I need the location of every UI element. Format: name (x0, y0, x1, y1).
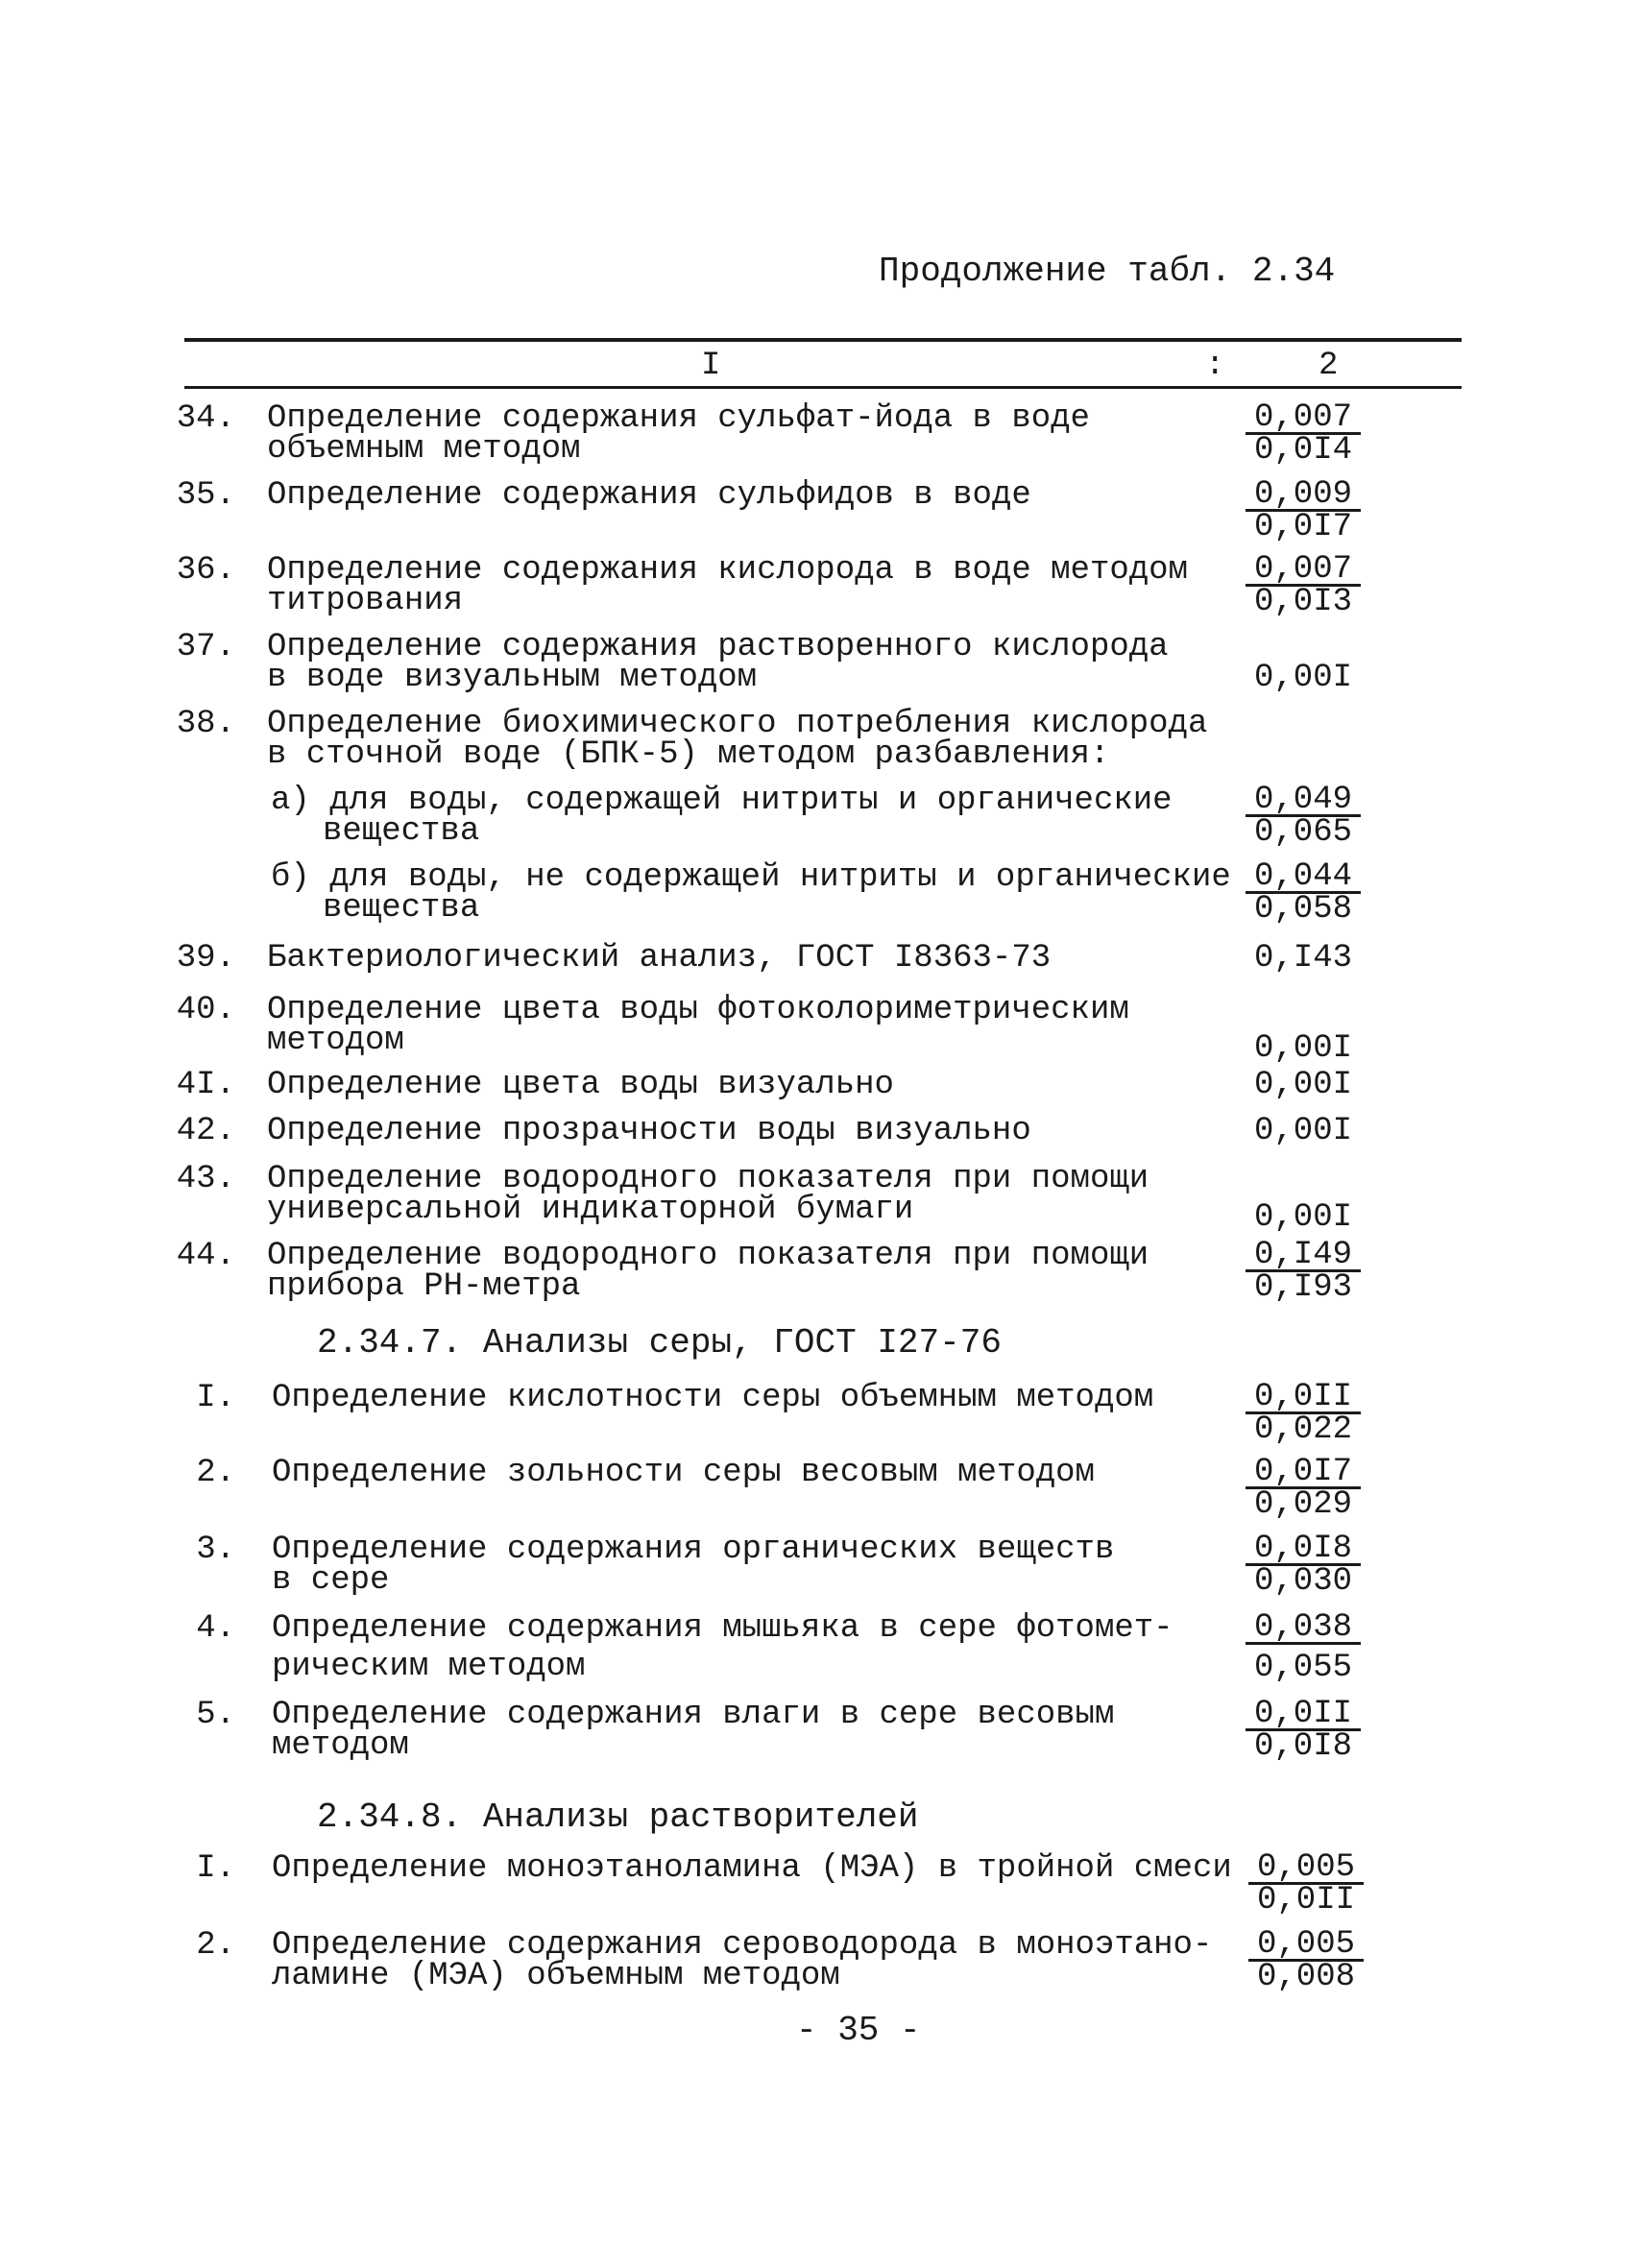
row-number: 3. (196, 1532, 235, 1568)
row-number: 42. (176, 1113, 235, 1149)
row-number: 4. (196, 1610, 235, 1647)
row-description: Определение содержания сероводорода в моноэтано- ламине (МЭА) объемным методом (272, 1927, 1213, 1994)
row-number: 35. (176, 477, 235, 514)
row-description: Определение зольности серы весовым методом (272, 1455, 1095, 1491)
table-continuation-label: Продолжение табл. 2.34 (879, 252, 1336, 291)
row-value-fraction: 0,005 0,0II (1248, 1853, 1364, 1916)
row-value-fraction: 0,005 0,008 (1248, 1930, 1364, 1992)
row-value: 0,00I (1253, 1199, 1353, 1236)
row-value-fraction: 0,0I8 0,030 (1246, 1534, 1361, 1597)
row-number: I. (196, 1380, 235, 1416)
row-value-fraction: 0,0I7 0,029 (1246, 1458, 1361, 1520)
row-number: 2. (196, 1927, 235, 1964)
row-number: 37. (176, 629, 235, 665)
row-description: Определение водородного показателя при помощи универсальной индикаторной бумаги (267, 1161, 1149, 1228)
row-description: Определение содержания органических веществ в сере (272, 1532, 1115, 1599)
row-number: 5. (196, 1697, 235, 1733)
row-value: 0,00I (1253, 1113, 1353, 1149)
row-description: Определение цвета воды визуально (267, 1067, 894, 1103)
row-description: Определение содержания мышьяка в сере фотомет- рическим методом (272, 1610, 1173, 1685)
row-value: 0,I43 (1253, 940, 1353, 977)
row-value-fraction: 0,0II 0,0I8 (1246, 1700, 1361, 1762)
row-value: 0,00I (1253, 660, 1353, 696)
row-number: I. (196, 1850, 235, 1887)
row-description: Определение биохимического потребления кислорода в сточной воде (БПК-5) методом разбавления: (267, 706, 1208, 773)
row-value: 0,00I (1253, 1030, 1353, 1067)
row-value-fraction: 0,009 0,0I7 (1246, 480, 1361, 543)
row-description: Определение содержания растворенного кислорода в воде визуальным методом (267, 629, 1169, 696)
row-description: Определение прозрачности воды визуально (267, 1113, 1031, 1149)
row-description: Определение цвета воды фотоколориметрическим методом (267, 992, 1129, 1059)
row-description: а) для воды, содержащей нитриты и органические вещества (271, 783, 1173, 850)
row-value-fraction: 0,044 0,058 (1246, 862, 1361, 925)
row-description: Определение содержания сульфидов в воде (267, 477, 1031, 514)
row-value: 0,00I (1253, 1067, 1353, 1103)
row-description: Определение кислотности серы объемным методом (272, 1380, 1154, 1416)
row-value-fraction: 0,038 0,055 (1246, 1613, 1361, 1683)
table-top-rule (184, 338, 1462, 342)
row-number: 4I. (176, 1067, 235, 1103)
row-number: 2. (196, 1455, 235, 1491)
row-number: 44. (176, 1238, 235, 1274)
row-value-fraction: 0,I49 0,I93 (1246, 1241, 1361, 1303)
column-header-2: 2 (1318, 348, 1339, 384)
row-number: 38. (176, 706, 235, 742)
row-value-fraction: 0,0II 0,022 (1246, 1383, 1361, 1445)
row-description: Определение моноэтаноламина (МЭА) в тройной смеси (272, 1850, 1232, 1887)
row-number: 43. (176, 1161, 235, 1197)
page-number: - 35 - (796, 2011, 921, 2050)
row-value-fraction: 0,007 0,0I4 (1246, 403, 1361, 466)
row-description: б) для воды, не содержащей нитриты и органические вещества (271, 859, 1231, 927)
row-description: Определение содержания влаги в сере весовым методом (272, 1697, 1115, 1764)
row-value-fraction: 0,049 0,065 (1246, 785, 1361, 848)
section-heading-solvents: 2.34.8. Анализы растворителей (317, 1798, 919, 1837)
column-header-1: I (701, 348, 721, 384)
table-header-rule (184, 386, 1462, 389)
row-value-fraction: 0,007 0,0I3 (1246, 555, 1361, 617)
row-description: Определение содержания сульфат-йода в воде объемным методом (267, 400, 1090, 468)
row-number: 40. (176, 992, 235, 1028)
row-number: 34. (176, 400, 235, 437)
row-description: Бактериологический анализ, ГОСТ I8363-73 (267, 940, 1052, 977)
row-description: Определение содержания кислорода в воде методом титрования (267, 552, 1188, 619)
column-header-separator: : (1205, 348, 1225, 384)
section-heading-sulfur: 2.34.7. Анализы серы, ГОСТ I27-76 (317, 1323, 1002, 1363)
row-number: 39. (176, 940, 235, 977)
row-number: 36. (176, 552, 235, 589)
row-description: Определение водородного показателя при помощи прибора РН-метра (267, 1238, 1149, 1305)
